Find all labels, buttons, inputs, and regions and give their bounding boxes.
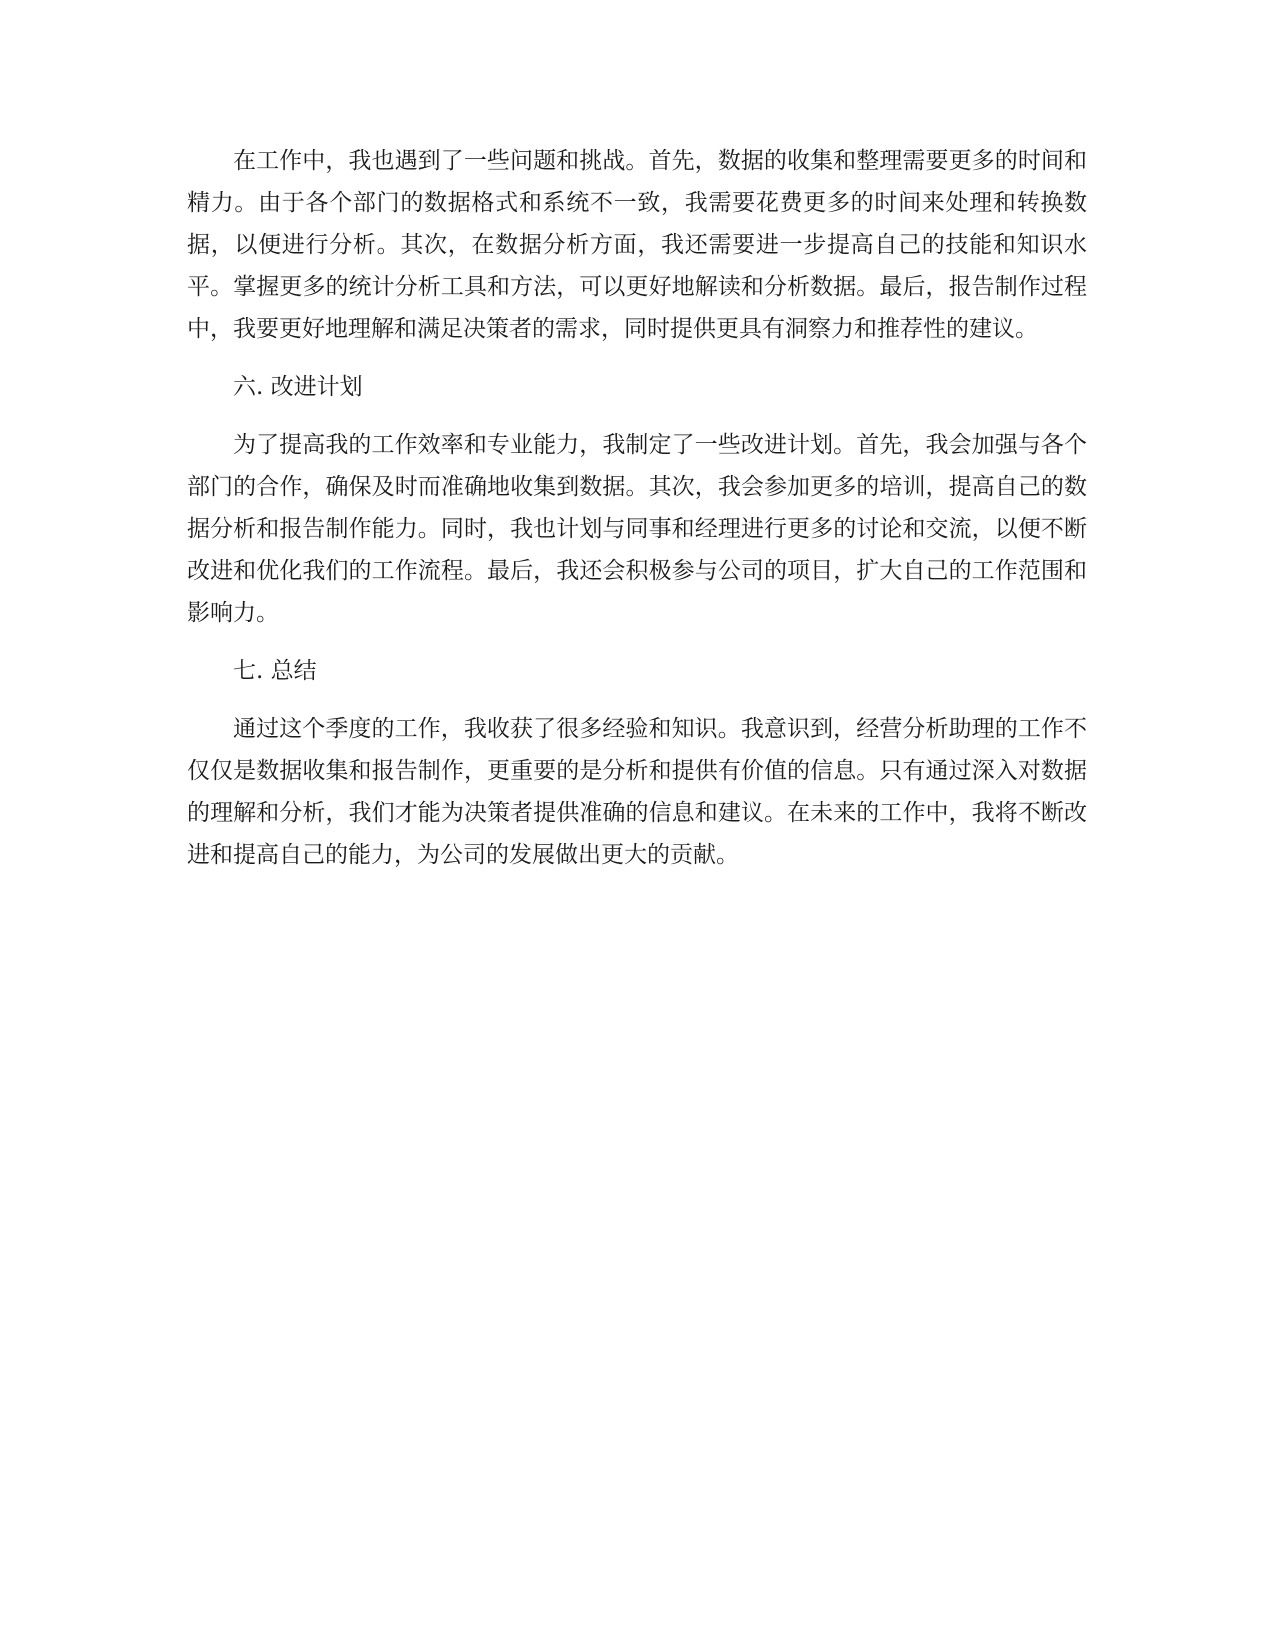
paragraph-improvement-plan: 为了提高我的工作效率和专业能力，我制定了一些改进计划。首先，我会加强与各个部门的合作，确保及时而准确地收集到数据。其次，我会参加更多的培训，提高自己的数据分析和报告制作能力。同时，我也计划与同事和经理进行更多的讨论和交流，以便不断改进和优化我们的工作流程。最后，我还会积极参与公司的项目，扩大自己的工作范围和影响力。 [187,432,1087,626]
section-heading-summary: 七. 总结 [233,658,317,684]
paragraph-summary: 通过这个季度的工作，我收获了很多经验和知识。我意识到，经营分析助理的工作不仅仅是数据收集和报告制作，更重要的是分析和提供有价值的信息。只有通过深入对数据的理解和分析，我们才能为决策者提供准确的信息和建议。在未来的工作中，我将不断改进和提高自己的能力，为公司的发展做出更大的贡献。 [187,716,1087,868]
document-body [187,140,1087,892]
section-heading-improvement-plan: 六. 改进计划 [233,374,363,400]
paragraph-challenges: 在工作中，我也遇到了一些问题和挑战。首先，数据的收集和整理需要更多的时间和精力。由于各个部门的数据格式和系统不一致，我需要花费更多的时间来处理和转换数据，以便进行分析。其次，在数据分析方面，我还需要进一步提高自己的技能和知识水平。掌握更多的统计分析工具和方法，可以更好地解读和分析数据。最后，报告制作过程中，我要更好地理解和满足决策者的需求，同时提供更具有洞察力和推荐性的建议。 [187,148,1087,342]
